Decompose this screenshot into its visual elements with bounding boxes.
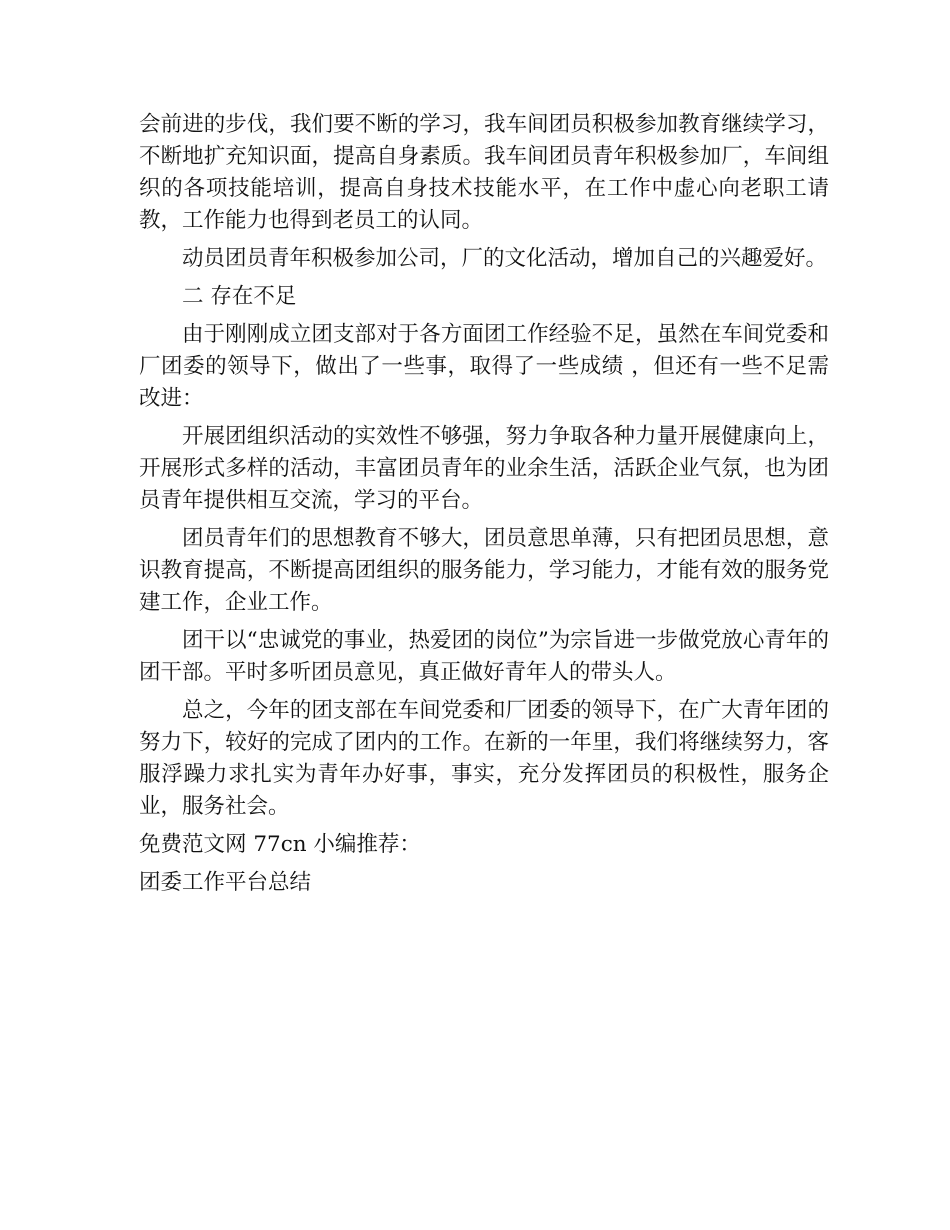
paragraph-summary: 总之，今年的团支部在车间党委和厂团委的领导下，在广大青年团的努力下，较好的完成了团内的工作。在新的一年里，我们将继续努力，客服浮躁力求扎实为青年办好事，事实，充分发挥团员的积极性，服务企业，服务社会。	[139, 698, 829, 819]
paragraph-cadre-purpose: 团干以“忠诚党的事业，热爱团的岗位”为宗旨进一步做党放心青年的团干部。平时多听团员意见，真正做好青年人的带头人。	[139, 628, 829, 685]
paragraph-ideological-education: 团员青年们的思想教育不够大，团员意思单薄，只有把团员思想，意识教育提高，不断提高团组织的服务能力，学习能力，才能有效的服务党建工作，企业工作。	[139, 526, 829, 615]
paragraph-continuation: 会前进的步伐，我们要不断的学习，我车间团员积极参加教育继续学习，不断地扩充知识面，提高自身素质。我车间团员青年积极参加厂，车间组织的各项技能培训，提高自身技术技能水平，在工作中虚心向老职工请教，工作能力也得到老员工的认同。	[139, 112, 829, 233]
section-heading-shortcomings: 二 存在不足	[182, 284, 297, 309]
recommended-link-title[interactable]: 团委工作平台总结	[139, 870, 312, 895]
paragraph-shortcomings-intro: 由于刚刚成立团支部对于各方面团工作经验不足，虽然在车间党委和厂团委的领导下，做出了一些事，取得了一些成绩 ，但还有一些不足需改进：	[139, 322, 829, 411]
document-body	[139, 109, 829, 905]
recommendation-line: 免费范文网 77cn 小编推荐：	[139, 832, 421, 857]
paragraph-activity-effectiveness: 开展团组织活动的实效性不够强，努力争取各种力量开展健康向上，开展形式多样的活动，丰富团员青年的业余生活，活跃企业气氛，也为团员青年提供相互交流，学习的平台。	[139, 424, 829, 513]
paragraph-culture-activities: 动员团员青年积极参加公司，厂的文化活动，增加自己的兴趣爱好。	[182, 246, 828, 271]
